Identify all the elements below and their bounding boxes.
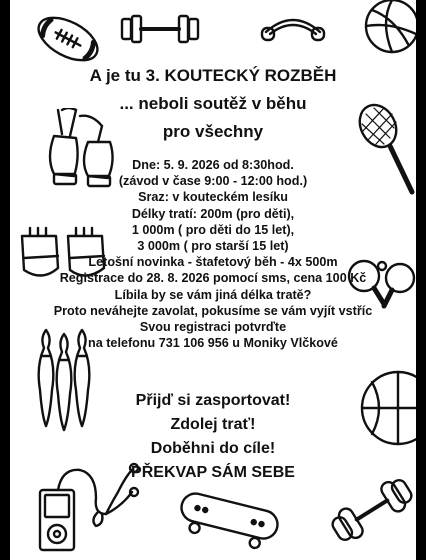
detail-date: Dne: 5. 9. 2026 od 8:30hod.	[132, 158, 294, 172]
detail-question: Líbila by se vám jiná délka tratě?	[114, 287, 312, 302]
headphones-icon	[260, 12, 326, 44]
detail-call: Proto neváhejte zavolat, pokusíme se vám vyjít vstříc	[53, 303, 373, 318]
detail-distance-3000: 3 000m ( pro starší 15 let)	[137, 239, 289, 254]
slogans	[10, 389, 416, 485]
title-line-2: ... neboli soutěž v běhu	[119, 94, 307, 113]
detail-registration: Registrace do 28. 8. 2026 pomocí sms, cena 100 Kč	[59, 271, 367, 286]
slogan-2: Zdolej trať!	[170, 416, 256, 433]
detail-distance-1000: 1 000m ( pro děti do 15 let),	[131, 222, 295, 237]
dumbbell-icon	[118, 14, 202, 44]
title-line-1: A je tu 3. KOUTECKÝ ROZBĚH	[89, 66, 337, 85]
detail-confirm: Svou registraci potvrďte	[139, 320, 287, 335]
event-poster	[10, 0, 416, 560]
event-details	[10, 157, 416, 351]
skateboard-icon	[174, 486, 284, 550]
rugby-ball-icon	[32, 8, 104, 70]
detail-distance-200: Délky tratí: 200m (pro děti),	[131, 206, 295, 221]
detail-meeting-point: Sraz: v kouteckém lesíku	[138, 190, 288, 205]
title-line-3: pro všechny	[162, 122, 264, 141]
poster-title	[10, 62, 416, 146]
volleyball-icon	[350, 0, 416, 62]
detail-phone: na telefonu 731 106 956 u Moniky Vlčkové	[88, 336, 338, 351]
dumbbell-small-icon	[328, 476, 416, 544]
detail-relay: Letošní novinka - štafetový běh - 4x 500m	[88, 255, 338, 270]
slogan-1: Přijď si zasportovat!	[135, 392, 291, 409]
slogan-4: PŘEKVAP SÁM SEBE	[131, 464, 295, 481]
slogan-3: Doběhni do cíle!	[150, 440, 276, 457]
detail-race-time: (závod v čase 9:00 - 12:00 hod.)	[118, 174, 308, 189]
